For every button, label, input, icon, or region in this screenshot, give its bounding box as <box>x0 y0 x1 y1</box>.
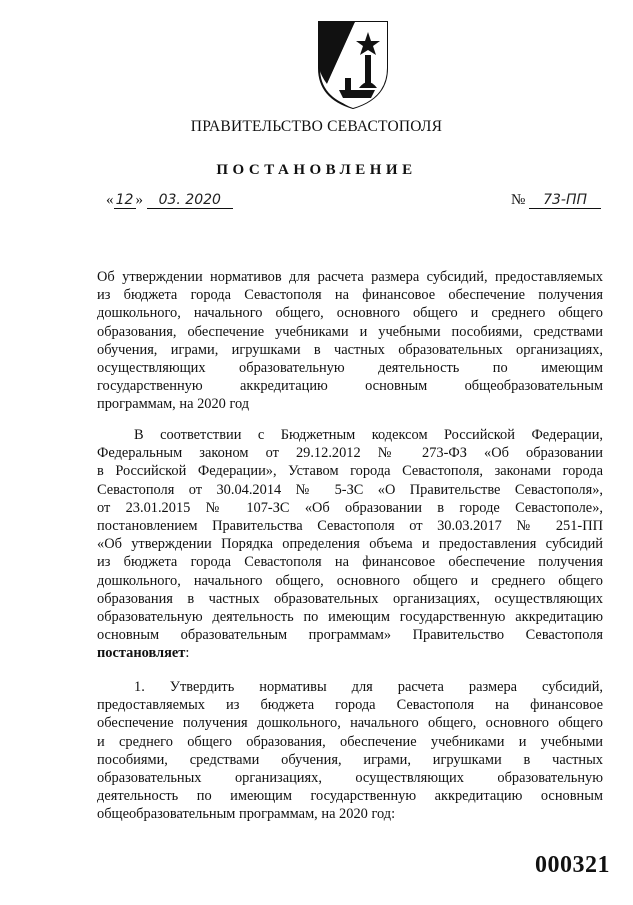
item-line: предоставляемых из бюджета города Севастополя на финансовое <box>97 697 603 714</box>
item-line: деятельность по имеющим государственную аккредитацию основным <box>97 788 603 805</box>
title-line: дошкольного, начального общего, основного общего и среднего общего <box>97 305 603 322</box>
basis-line: в Российской Федерации», Уставом города Севастополя, законами города <box>97 463 603 480</box>
basis-line: из бюджета города Севастополя на финансовое обеспечение получения <box>97 554 603 571</box>
basis-line: Севастополя от 30.04.2014 № 5-ЗС «О Правительстве Севастополя», <box>97 481 603 498</box>
basis-line: образовательную деятельность по имеющим государственную аккредитацию <box>97 609 603 626</box>
number-sign: № <box>511 192 526 208</box>
title-line: обучения, играми, игрушками в частных образовательных организациях, <box>97 341 603 358</box>
resolves-line <box>97 644 603 662</box>
title-line: из бюджета города Севастополя на финансовое обеспечение получения <box>97 287 603 304</box>
date-open-quote: « <box>106 192 114 208</box>
title-line: государственную аккредитацию основным общеобразовательным <box>97 378 603 395</box>
basis-line: образования в частных образовательных организациях, осуществляющих <box>97 590 603 607</box>
title-line: программам, на 2020 год <box>97 396 250 413</box>
serial-number: 000321 <box>535 852 610 878</box>
document-date <box>106 192 233 209</box>
basis-line: от 23.01.2015 № 107-ЗС «Об образовании в городе Севастополе», <box>97 499 603 516</box>
basis-line: В соответствии с Бюджетным кодексом Российской Федерации, <box>134 427 603 443</box>
item-line: 1. Утвердить нормативы для расчета размера субсидий, <box>134 679 603 695</box>
item-line: общеобразовательным программам, на 2020 год: <box>97 806 396 823</box>
item-line: и среднего общего образования, обеспечение учебниками и учебными <box>97 733 603 750</box>
title-line: осуществляющих образовательную деятельность по имеющим <box>97 360 603 377</box>
resolves-word: постановляет <box>97 645 186 662</box>
date-day: 12 <box>114 193 136 209</box>
basis-line: Федеральным законом от 29.12.2012 № 273-ФЗ «Об образовании <box>97 445 603 462</box>
date-close-quote: » <box>135 192 143 208</box>
title-line: Об утверждении нормативов для расчета размера субсидий, предоставляемых <box>97 269 603 285</box>
item-line: образовательных организациях, осуществляющих образовательную <box>97 770 603 787</box>
date-month-year: 03. 2020 <box>147 193 233 209</box>
basis-line: дошкольного, начального общего, основного общего и среднего общего <box>97 572 603 589</box>
item-line: обеспечение получения дошкольного, начального общего, основного общего <box>97 715 603 732</box>
number-value: 73-ПП <box>529 193 601 209</box>
resolves-colon: : <box>185 645 190 662</box>
government-name: ПРАВИТЕЛЬСТВО СЕВАСТОПОЛЯ <box>190 118 443 135</box>
basis-line: постановлением Правительства Севастополя от 30.03.2017 № 251-ПП <box>97 518 603 535</box>
document-number <box>511 192 601 209</box>
title-line: образования, обеспечение учебниками и учебными пособиями, средствами <box>97 323 603 340</box>
item-line: пособиями, средствами обучения, играми, игрушками в частных <box>97 751 603 768</box>
basis-line: «Об утверждении Порядка определения объема и предоставления субсидий <box>97 536 603 553</box>
item-1-paragraph <box>97 678 603 824</box>
legal-basis-paragraph <box>97 426 603 663</box>
document-type: ПОСТАНОВЛЕНИЕ <box>216 162 417 178</box>
coat-of-arms-emblem <box>315 18 391 110</box>
basis-line: основным образовательным программам» Правительство Севастополя <box>97 627 603 644</box>
document-title <box>97 268 603 414</box>
